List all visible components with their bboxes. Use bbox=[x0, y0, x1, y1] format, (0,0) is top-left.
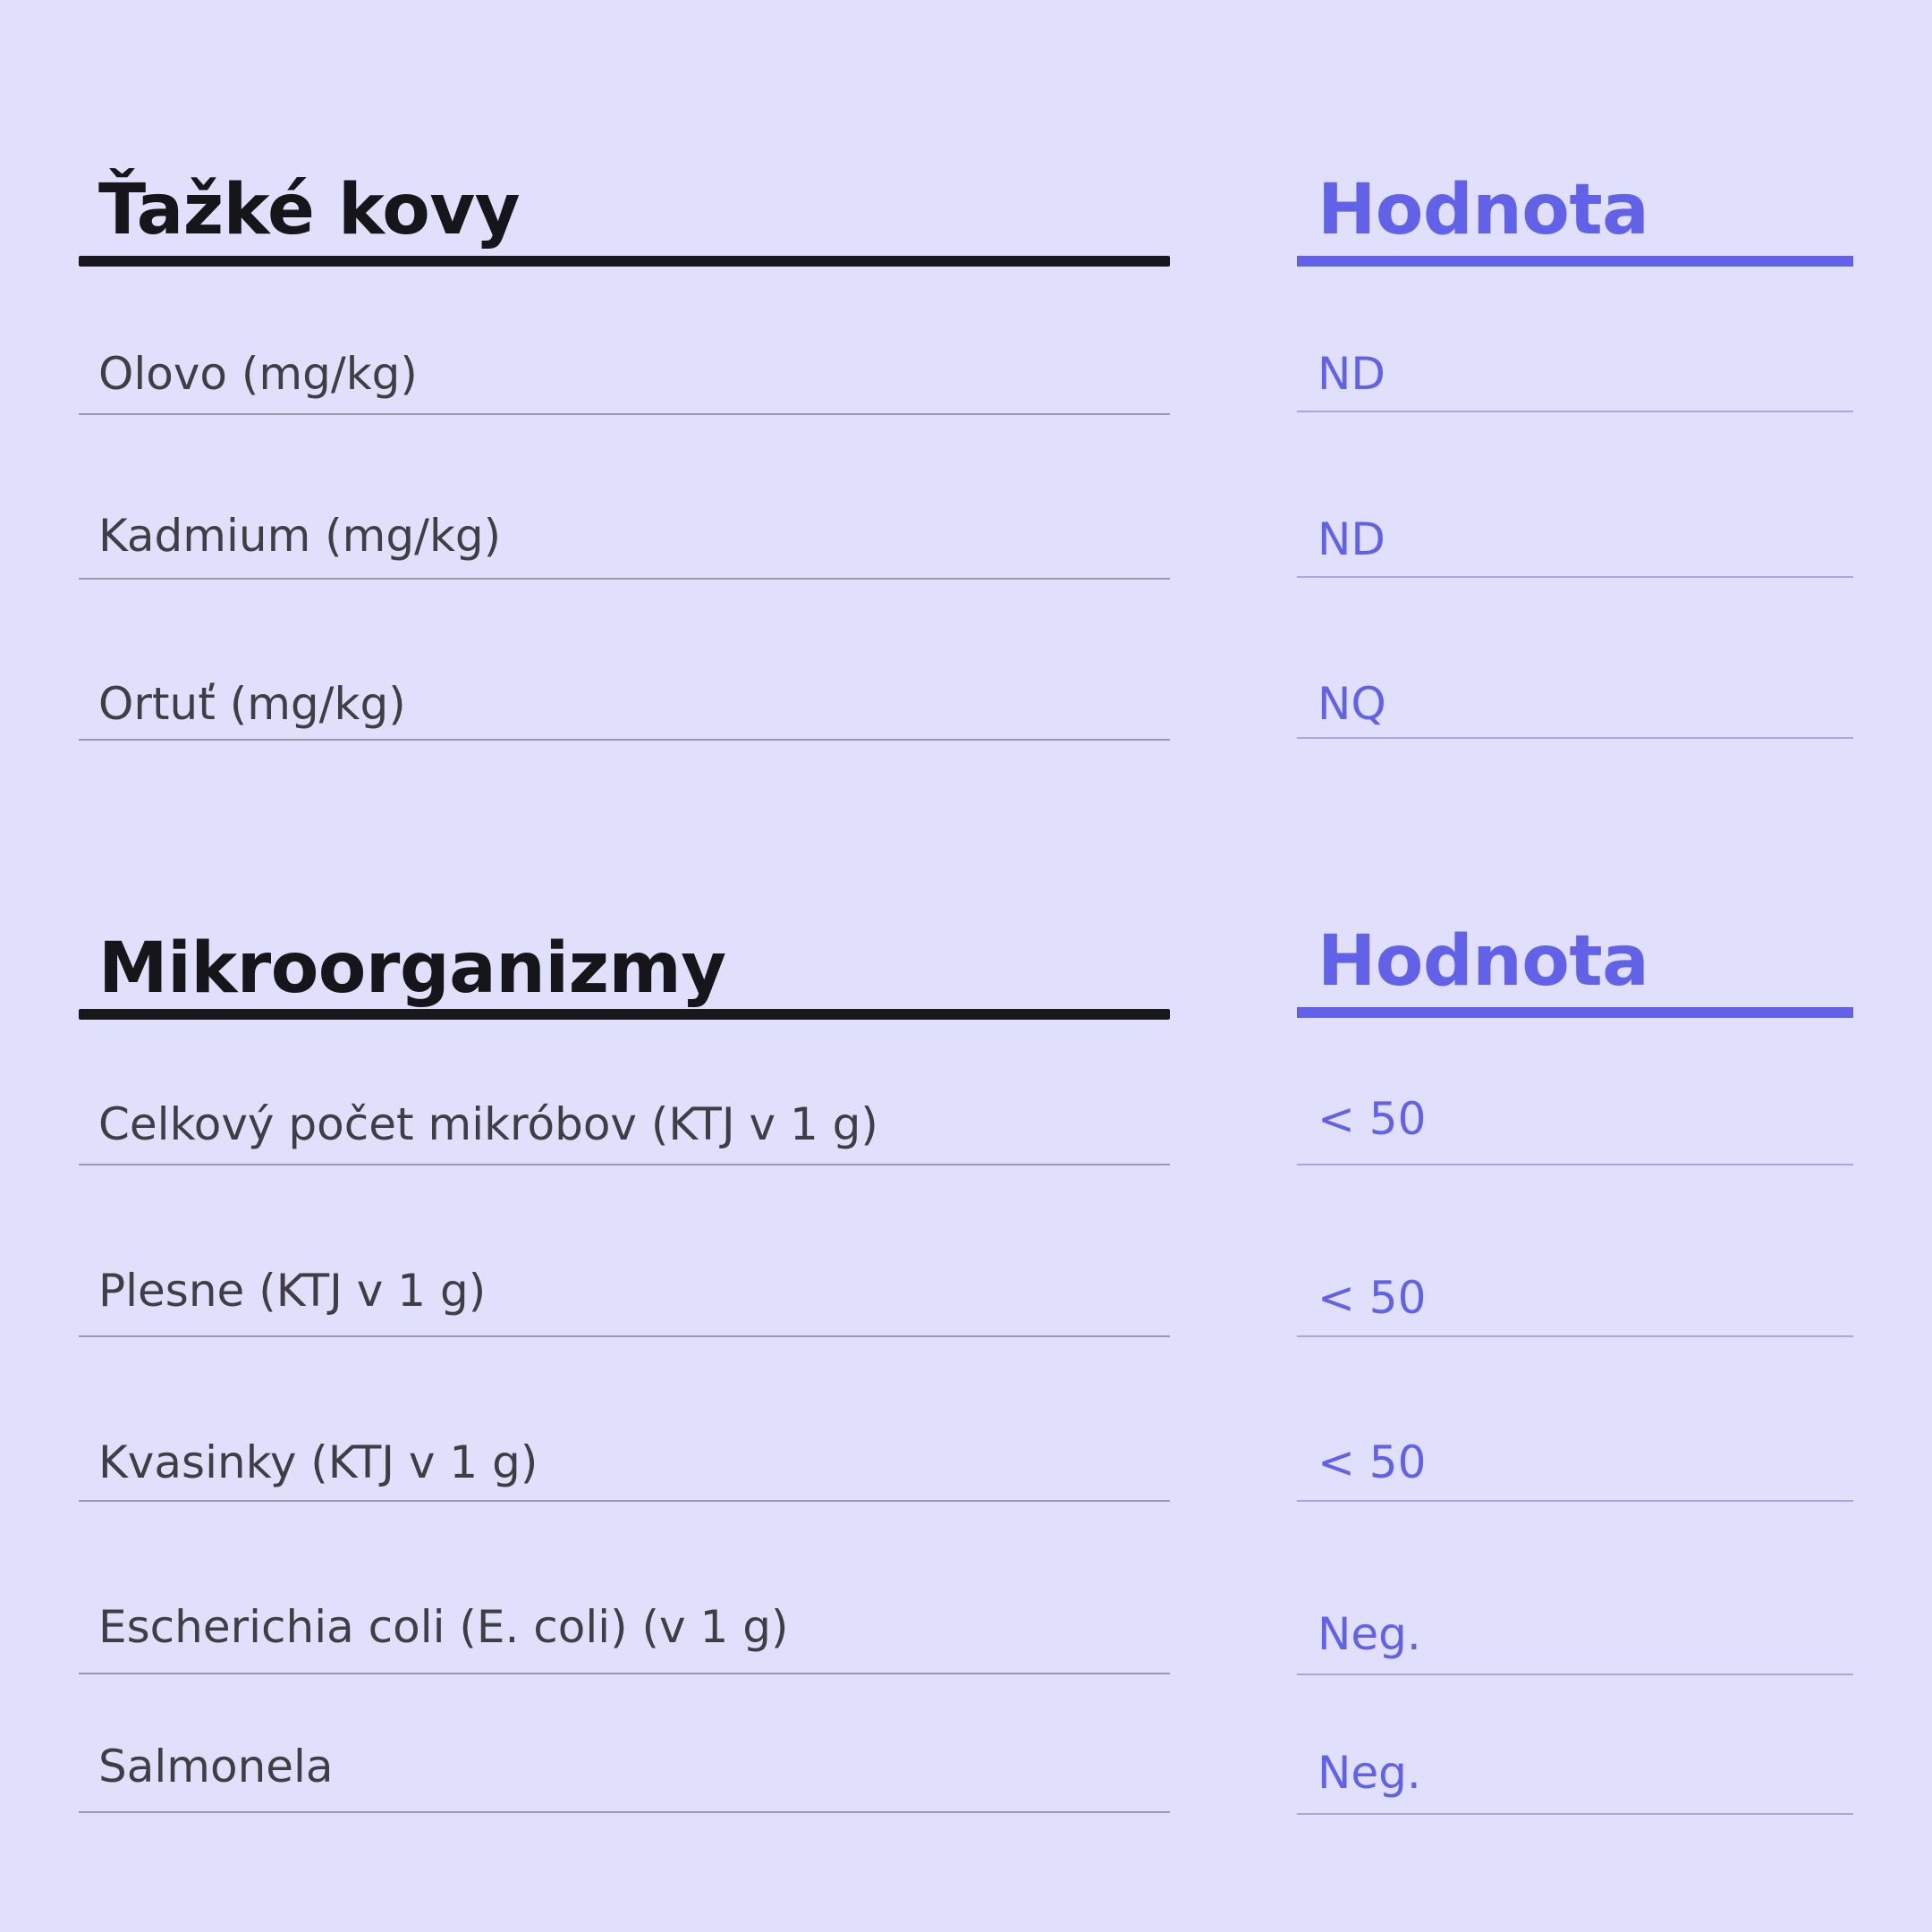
heavy-metals-title: Ťažké kovy bbox=[98, 170, 521, 250]
heavy-metals-title-rule bbox=[79, 256, 1170, 267]
row-label: Celkový počet mikróbov (KTJ v 1 g) bbox=[98, 1098, 878, 1150]
row-divider bbox=[79, 1811, 1170, 1813]
row-value-divider bbox=[1297, 1164, 1853, 1165]
row-label: Plesne (KTJ v 1 g) bbox=[98, 1265, 487, 1317]
row-divider bbox=[79, 1500, 1170, 1502]
row-value: < 50 bbox=[1318, 1093, 1427, 1145]
row-label: Ortuť (mg/kg) bbox=[98, 678, 406, 730]
microorganisms-title: Mikroorganizmy bbox=[98, 928, 726, 1009]
row-label: Escherichia coli (E. coli) (v 1 g) bbox=[98, 1601, 789, 1653]
row-value: Neg. bbox=[1318, 1608, 1421, 1660]
row-value-divider bbox=[1297, 737, 1853, 739]
row-value-divider bbox=[1297, 1500, 1853, 1502]
row-label: Kadmium (mg/kg) bbox=[98, 510, 502, 562]
row-value: Neg. bbox=[1318, 1747, 1421, 1799]
row-value-divider bbox=[1297, 576, 1853, 578]
heavy-metals-value-header-rule bbox=[1297, 256, 1853, 267]
row-value-divider bbox=[1297, 1813, 1853, 1815]
row-label: Olovo (mg/kg) bbox=[98, 348, 418, 400]
microorganisms-value-header: Hodnota bbox=[1318, 921, 1649, 1002]
row-value: < 50 bbox=[1318, 1436, 1427, 1488]
row-label: Salmonela bbox=[98, 1741, 334, 1792]
row-divider bbox=[79, 739, 1170, 741]
microorganisms-value-header-rule bbox=[1297, 1007, 1853, 1018]
row-value: ND bbox=[1318, 513, 1385, 565]
row-divider bbox=[79, 578, 1170, 580]
row-divider bbox=[79, 1335, 1170, 1337]
row-value: < 50 bbox=[1318, 1272, 1427, 1324]
row-divider bbox=[79, 1164, 1170, 1165]
row-divider bbox=[79, 413, 1170, 415]
row-divider bbox=[79, 1673, 1170, 1674]
row-value-divider bbox=[1297, 411, 1853, 412]
row-label: Kvasinky (KTJ v 1 g) bbox=[98, 1436, 538, 1488]
heavy-metals-value-header: Hodnota bbox=[1318, 170, 1649, 250]
row-value: ND bbox=[1318, 348, 1385, 400]
row-value-divider bbox=[1297, 1335, 1853, 1337]
row-value: NQ bbox=[1318, 678, 1386, 730]
row-value-divider bbox=[1297, 1674, 1853, 1675]
microorganisms-title-rule bbox=[79, 1009, 1170, 1020]
